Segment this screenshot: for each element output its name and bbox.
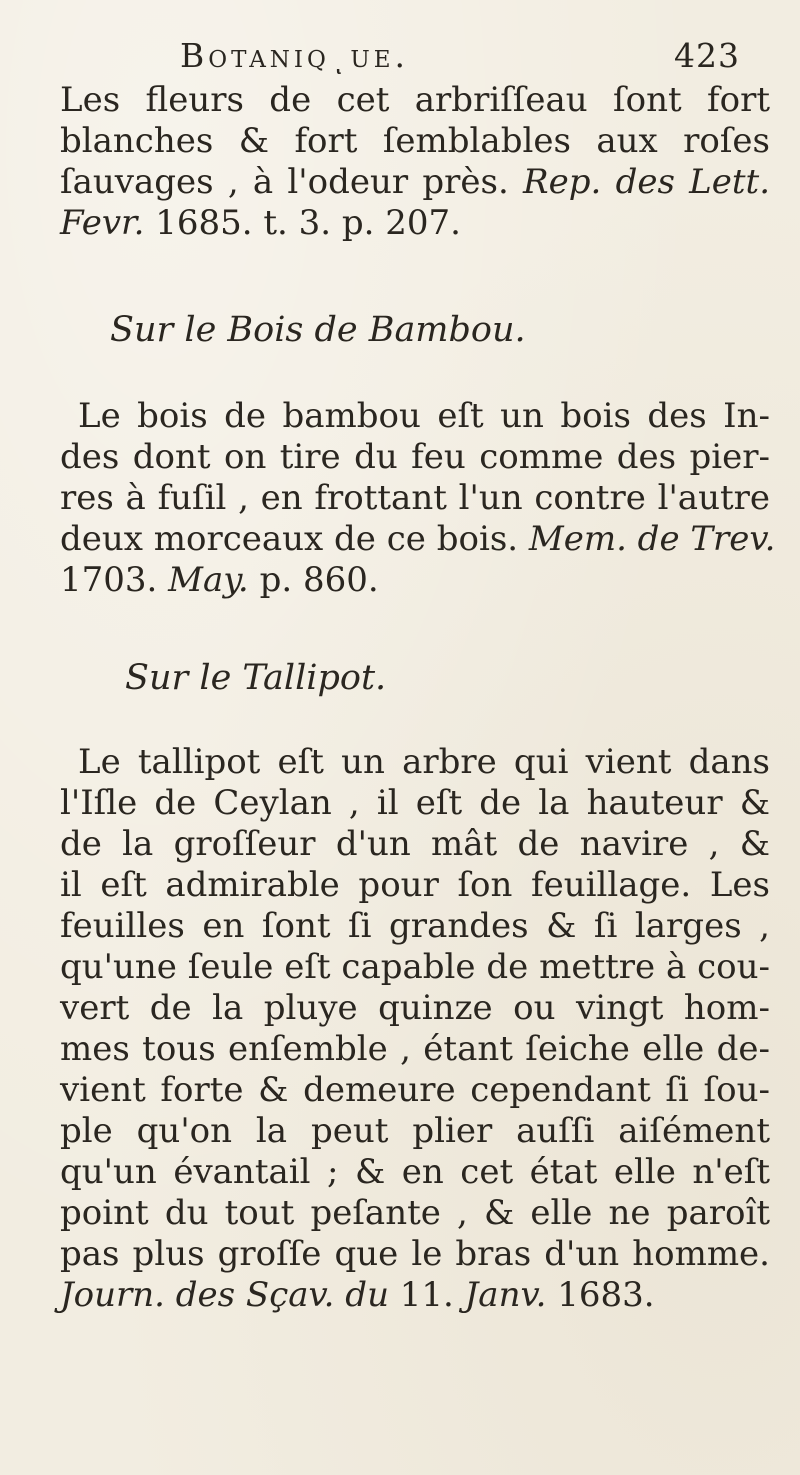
citation-line — [60, 203, 770, 244]
citation-month: May. — [168, 560, 249, 600]
citation-year: 1703. — [60, 560, 158, 600]
text-line: res à fuſil , en frottant l'un contre l'autre — [60, 478, 770, 518]
text-line: mes tous enſemble , étant ſeiche elle de- — [60, 1029, 770, 1069]
citation-line — [60, 1275, 770, 1316]
citation-month: Janv. — [464, 1275, 547, 1315]
text-line: pas plus groſſe que le bras d'un homme. — [60, 1234, 770, 1274]
text-line: ſauvages , à l'odeur près. — [60, 162, 509, 202]
text-line: vert de la pluye quinze ou vingt hom- — [60, 988, 770, 1028]
text-line: qu'une ſeule eſt capable de mettre à cou- — [60, 947, 770, 987]
text-line: qu'un évantail ; & en cet état elle n'eſt — [60, 1152, 770, 1192]
text-line: il eſt admirable pour ſon feuillage. Les — [60, 865, 770, 905]
text-line: vient forte & demeure cependant ſi ſou- — [60, 1070, 770, 1110]
text-line: ple qu'on la peut plier auſſi aiſément — [60, 1111, 770, 1151]
citation-ref: 1685. t. 3. p. 207. — [155, 203, 461, 243]
citation-ref: p. 860. — [259, 560, 379, 600]
text-line-with-citation — [60, 519, 776, 560]
running-header — [180, 30, 740, 80]
text-line: Le tallipot eſt un arbre qui vient dans — [78, 742, 770, 782]
section-heading-tallipot: Sur le Tallipot. — [125, 658, 387, 698]
paragraph-tallipot — [60, 742, 770, 1316]
text-line-with-citation — [60, 162, 770, 203]
running-title: Botaniqͺue. — [180, 36, 410, 75]
citation-source: Journ. des Sçav. du — [60, 1275, 389, 1315]
text-line: des dont on tire du feu comme des pier- — [60, 437, 770, 477]
citation-month: Fevr. — [60, 203, 145, 243]
text-line: de la groſſeur d'un mât de navire , & — [60, 824, 770, 864]
text-line: point du tout peſante , & elle ne paroît — [60, 1193, 770, 1233]
citation-source: Mem. de Trev. — [528, 519, 776, 559]
citation-source: Rep. des Lett. — [523, 162, 771, 202]
section-heading-bambou: Sur le Bois de Bambou. — [110, 310, 526, 350]
page-number: 423 — [674, 36, 740, 75]
text-line: feuilles en ſont ſi grandes & ſi larges , — [60, 906, 770, 946]
text-line: l'Iſle de Ceylan , il eſt de la hauteur & — [60, 783, 770, 823]
paragraph-flowers — [60, 80, 770, 244]
paragraph-bambou — [60, 396, 776, 601]
text-line: blanches & fort ſemblables aux roſes — [60, 121, 770, 161]
text-line: deux morceaux de ce bois. — [60, 519, 519, 559]
text-line: Les fleurs de cet arbriſſeau ſont fort — [60, 80, 770, 120]
text-line: Le bois de bambou eſt un bois des In- — [78, 396, 770, 436]
citation-line — [60, 560, 770, 601]
citation-year: 1683. — [557, 1275, 655, 1315]
citation-day: 11. — [399, 1275, 454, 1315]
